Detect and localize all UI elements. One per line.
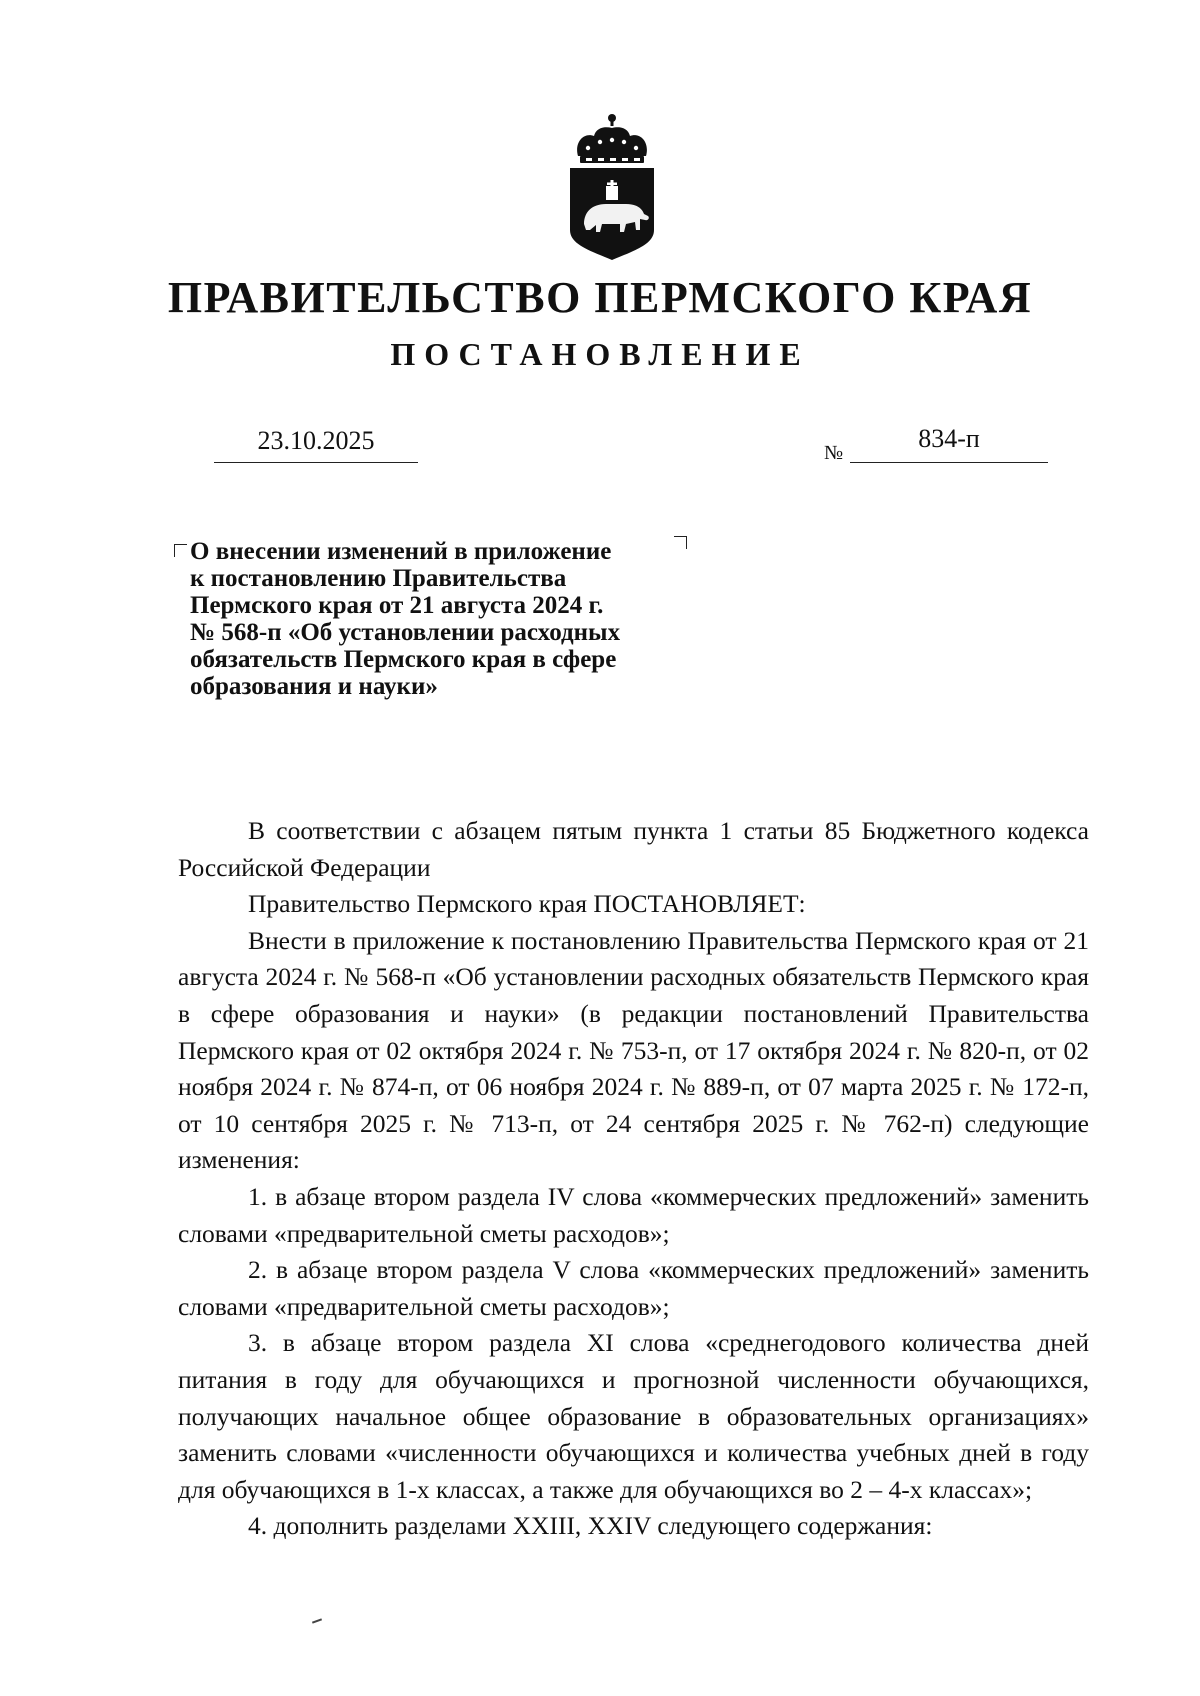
document-subject <box>190 538 690 700</box>
paragraph-legal-basis: В соответствии с абзацем пятым пункта 1 статьи 85 Бюджетного кодекса Российской Федерации <box>178 816 1089 882</box>
coat-of-arms-emblem <box>566 112 658 262</box>
scan-mark <box>312 1618 322 1623</box>
document-number: 834-п <box>850 424 1048 463</box>
subject-bracket-left <box>174 544 187 557</box>
subject-line: к постановлению Правительства <box>190 565 567 592</box>
government-title: ПРАВИТЕЛЬСТВО ПЕРМСКОГО КРАЯ <box>167 273 1033 322</box>
number-sign-label: № <box>824 442 844 464</box>
subject-line: образования и науки» <box>190 673 438 700</box>
paragraph-item-4: 4. дополнить разделами XXIII, XXIV следующего содержания: <box>248 1511 933 1541</box>
paragraph-resolves: Правительство Пермского края ПОСТАНОВЛЯЕТ: <box>248 889 806 919</box>
paragraph-item-3: 3. в абзаце втором раздела XI слова «среднегодового количества дней питания в году для обучающихся и прогнозной численности обучающихся, получающих начальное общее образование в образовательных организациях» заменить словами «численности обучающихся и количества учебных дней в году для обучающихся в 1-х классах, а также для обучающихся во 2 – 4-х классах»; <box>178 1328 1089 1504</box>
paragraph-amendments-intro: Внести в приложение к постановлению Правительства Пермского края от 21 августа 2024 г. № 568-п «Об установлении расходных обязательств Пермского края в сфере образования и науки» (в редакции постановлений Правительства Пермского края от 02 октября 2024 г. № 753-п, от 17 октября 2024 г. № 820-п, от 02 ноября 2024 г. № 874-п, от 06 ноября 2024 г. № 889-п, от 07 марта 2025 г. № 172-п, от 10 сентября 2025 г. № 713-п, от 24 сентября 2025 г. № 762-п) следующие изменения: <box>178 925 1089 1175</box>
subject-line: обязательств Пермского края в сфере <box>190 646 617 673</box>
paragraph-item-2: 2. в абзаце втором раздела V слова «коммерческих предложений» заменить словами «предварительной сметы расходов»; <box>178 1255 1089 1321</box>
document-date: 23.10.2025 <box>214 426 418 463</box>
document-type-title: ПОСТАНОВЛЕНИЕ <box>390 336 810 372</box>
subject-line: № 568-п «Об установлении расходных <box>190 619 621 646</box>
subject-line: Пермского края от 21 августа 2024 г. <box>190 592 604 619</box>
document-body <box>178 813 1089 1545</box>
paragraph-item-1: 1. в абзаце втором раздела IV слова «коммерческих предложений» заменить словами «предварительной сметы расходов»; <box>178 1181 1089 1248</box>
subject-line: О внесении изменений в приложение <box>190 538 612 565</box>
